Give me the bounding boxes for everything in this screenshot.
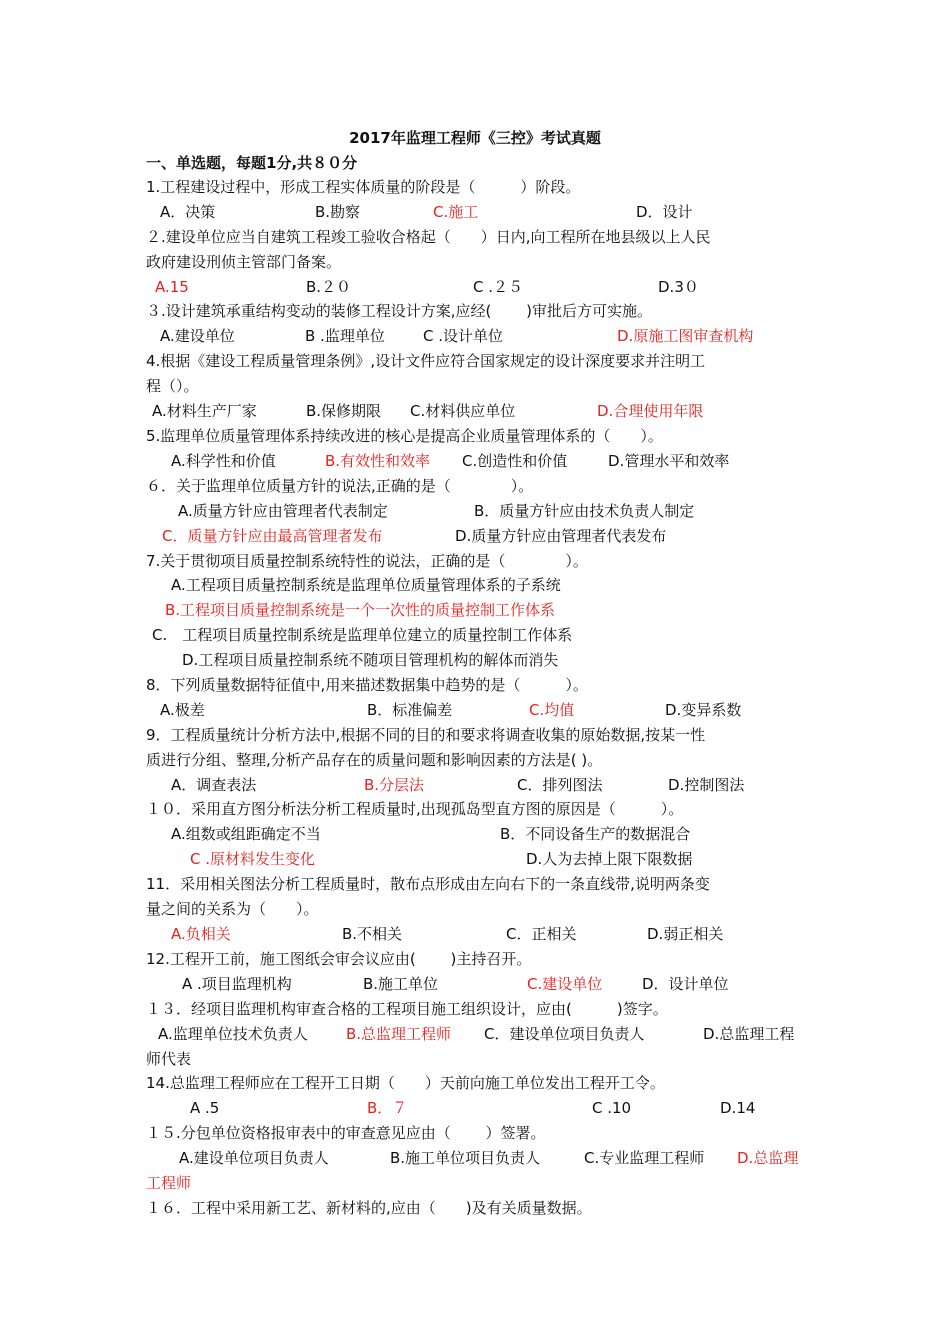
question-stem: １５.分包单位资格报审表中的审查意见应由（ ）签署。 <box>146 1124 546 1142</box>
option-continuation: 师代表 <box>146 1050 192 1068</box>
question-option: D.管理水平和效率 <box>608 452 730 470</box>
question-stem: 11．采用相关图法分析工程质量时，散布点形成由左向右下的一条直线带,说明两条变 <box>146 875 710 893</box>
answer-option: A.15 <box>155 278 189 296</box>
question-stem: 5.监理单位质量管理体系持续改进的核心是提高企业质量管理体系的（ ）。 <box>146 427 663 445</box>
question-stem: 7.关于贯彻项目质量控制系统特性的说法，正确的是（ ）。 <box>146 552 588 570</box>
question-stem: １０．采用直方图分析法分析工程质量时,出现孤岛型直方图的原因是（ ）。 <box>146 800 684 818</box>
question-option: C .２５ <box>473 278 524 296</box>
question-option: B．标准偏差 <box>367 701 453 719</box>
answer-option: C.均值 <box>529 701 575 719</box>
question-option: A.建设单位 <box>160 327 235 345</box>
option-continuation: 工程师 <box>146 1174 192 1192</box>
question-stem: ２.建设单位应当自建筑工程竣工验收合格起（ ）日内,向工程所在地县级以上人民 <box>146 228 711 246</box>
question-stem: ３.设计建筑承重结构变动的装修工程设计方案,应经( )审批后方可实施。 <box>146 302 653 320</box>
question-option: D．设计单位 <box>642 975 729 993</box>
question-option: C．建设单位项目负责人 <box>484 1025 645 1043</box>
question-option: D.控制图法 <box>668 776 745 794</box>
question-option: C .设计单位 <box>423 327 504 345</box>
question-stem: ６．关于监理单位质量方针的说法,正确的是（ ）。 <box>146 477 534 495</box>
question-stem: 8．下列质量数据特征值中,用来描述数据集中趋势的是（ ）。 <box>146 676 588 694</box>
answer-option: D.合理使用年限 <box>597 402 704 420</box>
question-option: A .项目监理机构 <box>182 975 292 993</box>
question-option: A．调查表法 <box>171 776 257 794</box>
answer-option: C.建设单位 <box>527 975 603 993</box>
question-option: B.勘察 <box>315 203 361 221</box>
section-heading: 一、单选题，每题1分,共８０分 <box>146 154 358 172</box>
question-option: C.材料供应单位 <box>410 402 516 420</box>
question-option: A .5 <box>190 1099 220 1117</box>
question-stem: １３．经项目监理机构审查合格的工程项目施工组织设计，应由( )签字。 <box>146 1000 668 1018</box>
question-option: D.工程项目质量控制系统不随项目管理机构的解体而消失 <box>182 651 559 669</box>
question-option: D.变异系数 <box>665 701 742 719</box>
answer-option: B.总监理工程师 <box>346 1025 452 1043</box>
answer-option: D.总监理 <box>737 1149 799 1167</box>
question-option: B.２０ <box>306 278 352 296</box>
question-stem: 4.根据《建设工程质量管理条例》,设计文件应符合国家规定的设计深度要求并注明工 <box>146 352 706 370</box>
question-option: D.人为去掉上限下限数据 <box>526 850 693 868</box>
question-option: C. 工程项目质量控制系统是监理单位建立的质量控制工作体系 <box>152 626 573 644</box>
question-stem: 政府建设刑侦主管部门备案。 <box>146 253 342 271</box>
question-option: A.质量方针应由管理者代表制定 <box>178 502 388 520</box>
question-option: A.监理单位技术负责人 <box>158 1025 308 1043</box>
question-stem: １６．工程中采用新工艺、新材料的,应由（ )及有关质量数据。 <box>146 1199 592 1217</box>
answer-option: B．７ <box>367 1099 408 1117</box>
question-option: A.工程项目质量控制系统是监理单位质量管理体系的子系统 <box>171 576 561 594</box>
question-option: A.科学性和价值 <box>171 452 276 470</box>
question-option: A.材料生产厂家 <box>152 402 257 420</box>
question-option: A.组数或组距确定不当 <box>171 825 321 843</box>
question-stem: 1.工程建设过程中，形成工程实体质量的阶段是（ ）阶段。 <box>146 178 581 196</box>
question-option: D.弱正相关 <box>647 925 724 943</box>
answer-option: B.分层法 <box>364 776 425 794</box>
question-stem: 12.工程开工前，施工图纸会审会议应由( )主持召开。 <box>146 950 532 968</box>
answer-option: C .原材料发生变化 <box>190 850 316 868</box>
question-option: D.3０ <box>658 278 699 296</box>
question-option: B.不相关 <box>342 925 403 943</box>
question-option: D.质量方针应由管理者代表发布 <box>455 527 667 545</box>
document-title: 2017年监理工程师《三控》考试真题 <box>349 129 601 147</box>
question-option: D．设计 <box>636 203 693 221</box>
question-option: B．不同设备生产的数据混合 <box>500 825 691 843</box>
answer-option: A.负相关 <box>171 925 231 943</box>
question-option: B .监理单位 <box>305 327 385 345</box>
question-stem: 质进行分组、整理,分析产品存在的质量问题和影响因素的方法是( )。 <box>146 751 603 769</box>
question-option: C.专业监理工程师 <box>584 1149 705 1167</box>
answer-option: B.工程项目质量控制系统是一个一次性的质量控制工作体系 <box>165 601 556 619</box>
answer-option: C．质量方针应由最高管理者发布 <box>162 527 383 545</box>
answer-option: D.原施工图审查机构 <box>617 327 754 345</box>
question-option: D.总监理工程 <box>703 1025 795 1043</box>
question-option: A．决策 <box>160 203 216 221</box>
question-stem: 9．工程质量统计分析方法中,根据不同的目的和要求将调查收集的原始数据,按某一性 <box>146 726 706 744</box>
question-option: D.14 <box>720 1099 756 1117</box>
question-stem: 量之间的关系为（ ）。 <box>146 900 319 918</box>
question-option: B．质量方针应由技术负责人制定 <box>474 502 695 520</box>
question-option: B.施工单位项目负责人 <box>390 1149 541 1167</box>
question-option: C．正相关 <box>506 925 577 943</box>
answer-option: C.施工 <box>433 203 479 221</box>
answer-option: B.有效性和效率 <box>325 452 431 470</box>
question-option: B.保修期限 <box>306 402 382 420</box>
question-stem: 程（）。 <box>146 377 199 395</box>
question-option: A.极差 <box>160 701 205 719</box>
question-option: A.建设单位项目负责人 <box>179 1149 329 1167</box>
question-option: C.创造性和价值 <box>462 452 568 470</box>
question-stem: 14.总监理工程师应在工程开工日期（ ）天前向施工单位发出工程开工令。 <box>146 1074 665 1092</box>
question-option: B.施工单位 <box>363 975 439 993</box>
question-option: C .10 <box>592 1099 632 1117</box>
question-option: C．排列图法 <box>517 776 603 794</box>
